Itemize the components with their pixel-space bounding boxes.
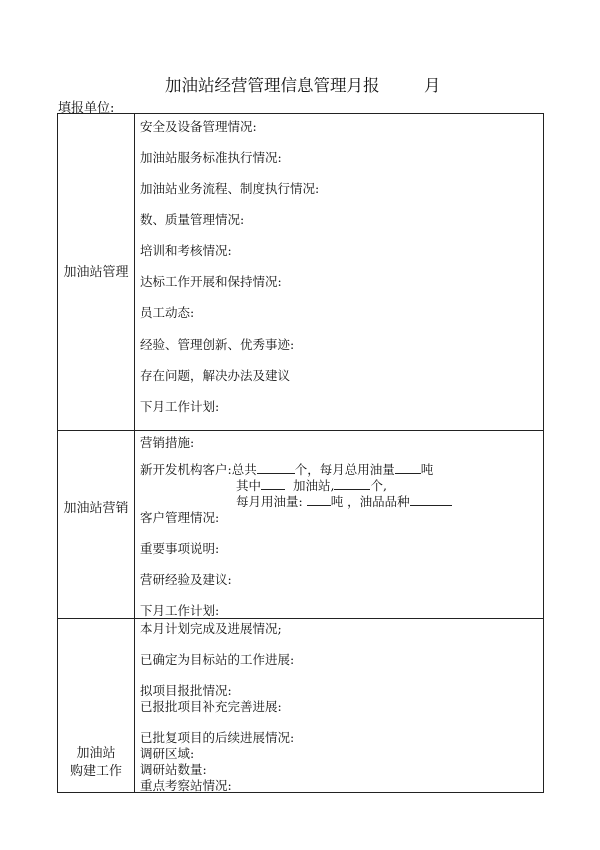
blank-monthly-oil-volume[interactable] xyxy=(307,494,331,506)
field-plan-completion: 本月计划完成及进展情况; xyxy=(140,621,282,636)
field-submitted-project-progress: 已报批项目补充完善进展: xyxy=(140,699,282,714)
field-safety-equipment: 安全及设备管理情况: xyxy=(140,119,257,134)
field-business-process: 加油站业务流程、制度执行情况: xyxy=(140,181,320,196)
field-key-station-inspection: 重点考察站情况: xyxy=(140,778,232,793)
field-staff-dynamics: 员工动态: xyxy=(140,305,195,320)
fill-unit-label: 填报单位: xyxy=(58,101,115,116)
field-important-notes: 重要事项说明: xyxy=(140,541,220,556)
report-month-label: 月 xyxy=(424,76,441,95)
new-client-line-3: 每月用油量: 吨 ，油品品种 xyxy=(236,494,452,510)
field-marketing-measures: 营销措施: xyxy=(140,435,195,450)
blank-oil-product-type[interactable] xyxy=(410,494,452,506)
blank-among-count[interactable] xyxy=(261,478,285,490)
blank-total-count[interactable] xyxy=(257,462,295,474)
new-client-line-2: 其中 加油站, 个, xyxy=(236,478,387,493)
field-next-month-plan: 下月工作计划: xyxy=(140,399,220,414)
field-target-station-progress: 已确定为目标站的工作进展: xyxy=(140,652,295,667)
section-divider-2 xyxy=(58,618,543,619)
column-divider xyxy=(134,114,135,792)
field-project-application: 拟项目报批情况: xyxy=(140,683,232,698)
report-title: 加油站经营管理信息管理月报 xyxy=(165,76,380,95)
report-form-table xyxy=(57,113,544,793)
section-label-station-marketing: 加油站营销 xyxy=(63,501,129,516)
section-label-station-management: 加油站管理 xyxy=(63,265,129,280)
field-marketing-next-plan: 下月工作计划: xyxy=(140,603,220,618)
field-client-management: 客户管理情况: xyxy=(140,510,220,525)
field-quantity-quality: 数、质量管理情况: xyxy=(140,212,245,227)
field-training-assessment: 培训和考核情况: xyxy=(140,243,232,258)
field-survey-station-count: 调研站数量: xyxy=(140,762,207,777)
field-problems-solutions: 存在问题，解决办法及建议 xyxy=(140,368,291,383)
field-approved-project-progress: 已批复项目的后续进展情况: xyxy=(140,730,295,745)
blank-total-oil-volume[interactable] xyxy=(395,462,421,474)
field-service-standard: 加油站服务标准执行情况: xyxy=(140,150,282,165)
blank-station-count[interactable] xyxy=(334,478,370,490)
field-marketing-experience: 营研经验及建议: xyxy=(140,572,232,587)
new-client-line-1: 新开发机构客户:总共 个，每月总用油量 吨 xyxy=(140,462,434,477)
field-experience-innovation: 经验、管理创新、优秀事迹: xyxy=(140,337,295,352)
section-label-station-acquisition: 加油站 购建工作 xyxy=(69,746,122,779)
field-standard-compliance: 达标工作开展和保持情况: xyxy=(140,274,282,289)
field-survey-area: 调研区域: xyxy=(140,746,195,761)
section-divider-1 xyxy=(58,430,543,431)
